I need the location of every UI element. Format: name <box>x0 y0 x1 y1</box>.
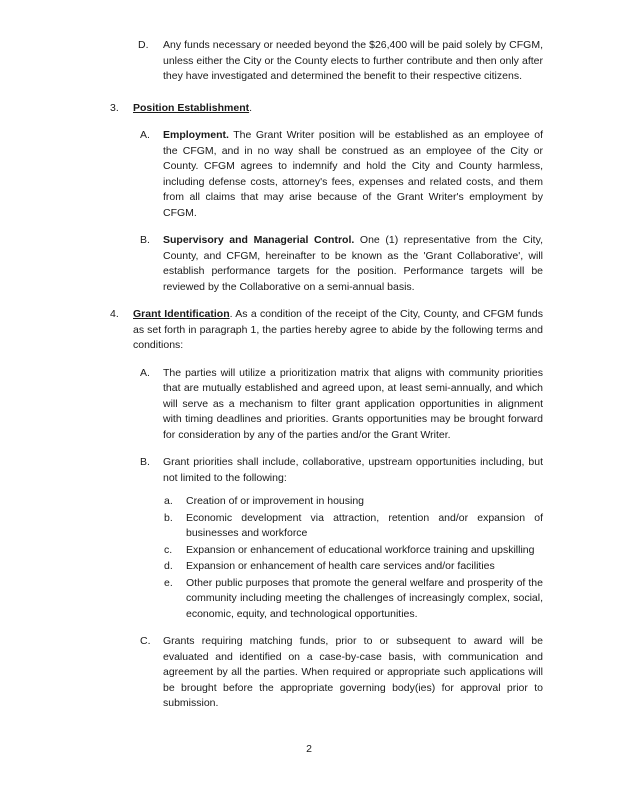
list-item <box>0 494 543 510</box>
paragraph-line: . As a condition of the receipt of the City, County, and CFGM funds as <box>133 308 543 336</box>
section-4 <box>0 307 543 354</box>
paragraph-line: and CFGM, hereinafter to be known as the 'Grant Collaborative', will establish <box>163 249 543 277</box>
paragraph-body <box>186 559 543 575</box>
paragraph-line: CFGM, and in no way shall be construed as an employee of the City or County. CFGM <box>163 144 543 172</box>
paragraph-body <box>163 233 543 295</box>
subsection-2d <box>0 38 543 85</box>
subsection-title: Supervisory and Managerial Control. <box>163 234 355 246</box>
paragraph-line: agrees to indemnify and hold the City and County harmless, including defense costs, <box>163 160 544 188</box>
list-item <box>0 543 543 559</box>
paragraph-line: not limited to the following: <box>163 471 287 484</box>
item-label: d. <box>164 560 173 572</box>
paragraph-body <box>163 128 543 221</box>
item-label: C. <box>140 635 151 647</box>
subsection-3b <box>0 233 543 295</box>
subsection-4c <box>0 634 543 712</box>
paragraph-line: Grant priorities shall include, collaborative, upstream opportunities including, but <box>163 456 543 468</box>
paragraph-line: and identified on a case-by-case basis, with communication and agreement by all the <box>163 650 543 678</box>
paragraph-line: economic, equity, and technological opportunities. <box>186 607 418 620</box>
paragraph-body <box>163 455 543 486</box>
paragraph-line: Creation of or improvement in housing <box>186 495 365 507</box>
item-label: A. <box>140 366 150 379</box>
paragraph-line: as a mechanism to filter grant application opportunities in alignment with timing <box>163 397 543 425</box>
paragraph-line: deadlines and priorities. Grants opportunities may be brought forward for <box>163 413 543 441</box>
heading-punct: . <box>249 101 253 114</box>
item-label: c. <box>164 543 173 556</box>
paragraph-line: Any funds necessary or needed beyond the $26,400 will be paid solely by CFGM, unless <box>163 39 543 67</box>
paragraph-line: Expansion or enhancement of health care services and/or facilities <box>186 560 495 572</box>
paragraph-line: investigated and determined the benefit to their respective citizens. <box>211 70 522 82</box>
item-label: b. <box>164 511 173 524</box>
page-number: 2 <box>306 743 312 755</box>
paragraph-body <box>186 543 543 559</box>
paragraph-line: Expansion or enhancement of educational workforce training and upskilling <box>186 543 535 556</box>
subsection-3a <box>0 128 543 221</box>
paragraph-line: set forth in paragraph 1, the parties hereby agree to abide by the following terms and <box>147 323 543 336</box>
paragraph-line: and workforce <box>241 527 308 539</box>
section-3 <box>0 101 543 117</box>
list-item <box>0 559 543 575</box>
paragraph-line: either the City or the County elects to further contribute and then only after they have <box>163 54 543 82</box>
list-item <box>0 511 543 542</box>
paragraph-body <box>186 494 543 510</box>
item-label: 3. <box>110 101 119 114</box>
section-heading: Grant Identification <box>133 308 230 320</box>
item-label: D. <box>138 39 149 51</box>
paragraph-body <box>133 307 543 354</box>
paragraph-line: One (1) representative from the City, County, <box>163 234 543 262</box>
section-heading: Position Establishment <box>133 101 250 114</box>
paragraph-line: Other public purposes that promote the general welfare and prosperity of the <box>186 576 543 589</box>
paragraph-line: attorney's fees, expenses and related costs, and them from all claims that may arise <box>163 175 543 203</box>
paragraph-body <box>163 38 543 85</box>
paragraph-line: conditions: <box>133 339 184 351</box>
paragraph-line: parties. When required or appropriate such applications will be brought before the <box>163 666 543 694</box>
subsection-title: Employment. <box>163 129 229 141</box>
paragraph-body <box>163 366 543 444</box>
paragraph-body <box>163 634 543 712</box>
paragraph-line: Collaborative on a semi-annual basis. <box>239 280 415 293</box>
paragraph-line: are mutually established and agreed upon, at least semi-annually, and which will serve <box>163 382 543 410</box>
paragraph-body <box>186 511 543 542</box>
paragraph-line: Grants requiring matching funds, prior to or subsequent to award will be evaluated <box>163 635 543 663</box>
paragraph-line: because of the Grant Writer's employment by CFGM. <box>163 191 543 219</box>
item-label: B. <box>140 234 150 246</box>
paragraph-line: appropriate governing body(ies) for approval prior to submission. <box>163 681 544 709</box>
item-label: 4. <box>110 308 119 320</box>
paragraph-line: consideration by any of the parties and/or the Grant Writer. <box>178 428 451 441</box>
list-item <box>0 576 543 623</box>
paragraph-body <box>133 101 543 117</box>
subsection-4b <box>0 455 543 486</box>
subsection-4a <box>0 366 543 444</box>
item-label: a. <box>164 495 173 507</box>
paragraph-line: The Grant Writer position will be established as an employee of the <box>163 129 543 157</box>
paragraph-line: Economic development via attraction, retention and/or expansion of businesses <box>186 511 543 539</box>
item-label: e. <box>164 576 173 589</box>
paragraph-body <box>186 576 543 623</box>
paragraph-line: performance targets for the position. Performance targets will be reviewed by the <box>163 265 544 293</box>
paragraph-line: The parties will utilize a prioritization matrix that aligns with community priorities that <box>163 366 543 394</box>
item-label: A. <box>140 129 150 141</box>
item-label: B. <box>140 456 150 468</box>
paragraph-line: community including meeting the challenges of increasingly complex, social, <box>186 592 543 604</box>
